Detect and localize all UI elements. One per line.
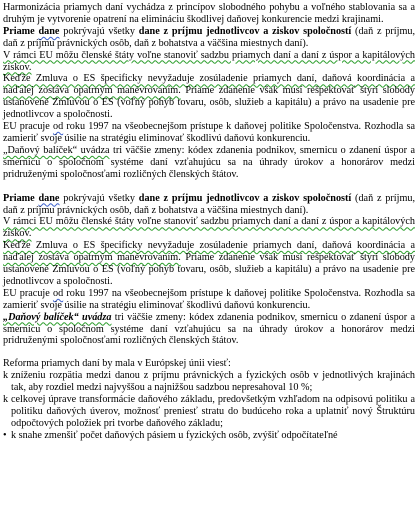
list-item bbox=[3, 370, 415, 394]
list-item bbox=[3, 394, 415, 430]
intro-paragraph: Harmonizácia priamych daní vychádza z princípov slobodného pohybu a voľného stablovania sa a druhým je vytvorenie opatrení na elimináciu škodlivej daňovej konkurencie medzi krajinami. bbox=[3, 2, 415, 25]
squiggle-text: Keďže Zmluva o ES špecificky nevyžaduje zosúladenie priamych daní, daňová koordinácia a naďalej zostáva opatrným manévrovaním. bbox=[3, 73, 415, 97]
text-run: tri väčšie zmeny: kódex zdanenia podnikov, smernicu o zdanení úspor a smernicu o spoločnom systéme daní vzťahujúcu sa na úhrady úrokov a honorárov medzi pridruženými spoločnosťami rozličných členských štátov. bbox=[3, 144, 415, 180]
list-item-text: k snahe zmenšiť počet daňových pásiem u fyzických osôb, zvýšiť odpočítateľné bbox=[11, 429, 338, 441]
list-marker: k bbox=[3, 370, 9, 382]
eu-rates-paragraph bbox=[3, 50, 415, 74]
text-block-1 bbox=[3, 26, 415, 181]
text-run: Priame zdanenie však musí rešpektovať štyri slobody ustanovené Zmluvou o ES (voľný pohyb tovaru, osôb, služieb a kapitálu) a právo na usadenie pre jednotlivcov a spoločnosti. bbox=[3, 252, 415, 287]
text-run: Priame bbox=[3, 25, 39, 37]
text-run: od bbox=[52, 287, 64, 299]
text-run: dane bbox=[38, 192, 60, 204]
eu-approach-paragraph bbox=[3, 121, 415, 145]
text-run: roku 1997 na všeobecnejšom prístupe k daňovej politike Spoločenstva. Rozhodla sa zamieriť svoje úsilie na stratégiu eliminovať škodlivú daňovú konkurenciu. bbox=[3, 121, 415, 144]
squiggle-text: V rámci EU môžu členské štáty voľne stanoviť sadzbu priamych daní a daní z úspor a kapitálových ziskov. bbox=[3, 49, 415, 73]
text-run: pokrývajú všetky bbox=[59, 25, 139, 37]
reform-intro: Reforma priamych daní by mala v Európskej únii viesť: bbox=[3, 358, 231, 370]
list-marker: k bbox=[3, 394, 9, 406]
reform-section bbox=[3, 358, 415, 441]
eu-rates-paragraph bbox=[3, 216, 415, 240]
text-run: (daň z príjmu, daň z príjmu právnických osôb, daň z bohatstva a väčšina miestnych daní). bbox=[3, 192, 416, 216]
squiggle-text: Keďže Zmluva o ES špecificky nevyžaduje zosúladenie priamych daní, daňová koordinácia a naďalej zostáva opatrným manévrovaním. bbox=[3, 240, 415, 264]
squiggle-text: V rámci EU môžu členské štáty voľne stanoviť sadzbu priamych daní a daní z úspor a kapitálových ziskov. bbox=[3, 216, 415, 240]
text-run: (daň z príjmu, daň z príjmu právnických osôb, daň z bohatstva a väčšina miestnych daní). bbox=[3, 25, 416, 49]
squiggle-text: „Daňový balíček“ uvádza bbox=[3, 311, 112, 323]
text-run: EU pracuje bbox=[3, 287, 53, 299]
list-item-text: zníženiu rozpätia medzi danou z príjmu právnických a fyzických osôb v jednotlivých krajinách tak, aby rozdiel medzi najvyššou a najnižšou sadzbou nepresahoval 10 %; bbox=[11, 370, 415, 394]
text-run: Priame bbox=[3, 192, 39, 204]
tax-package-paragraph bbox=[3, 145, 415, 181]
text-run: od bbox=[52, 121, 64, 133]
text-run: Priame zdanenie však musí rešpektovať štyri slobody ustanovené Zmluvou o ES (voľný pohyb tovaru, osôb, služieb a kapitálu) a právo na usadenie pre jednotlivcov a spoločnosti. bbox=[3, 85, 415, 121]
direct-taxes-paragraph bbox=[3, 26, 415, 50]
text-run: EU pracuje bbox=[3, 121, 53, 133]
blank-line bbox=[3, 181, 415, 193]
direct-taxes-paragraph bbox=[3, 193, 415, 217]
squiggle-text: „Daňový balíček“ uvádza bbox=[3, 144, 110, 156]
text-run: roku 1997 na všeobecnejšom prístupe k daňovej politike Spoločenstva. Rozhodla sa zamieriť svoje úsilie na stratégiu eliminovať škodlivú daňovú konkurenciu. bbox=[3, 287, 415, 311]
eu-approach-paragraph bbox=[3, 288, 415, 312]
document-page bbox=[3, 2, 415, 442]
list-marker: • bbox=[3, 429, 7, 441]
treaty-paragraph bbox=[3, 240, 415, 288]
bold-phrase: dane z príjmu jednotlivcov a ziskov spoločností bbox=[138, 192, 352, 204]
treaty-paragraph bbox=[3, 73, 415, 121]
list-item bbox=[3, 430, 415, 442]
text-run: dane bbox=[38, 25, 60, 37]
text-run: pokrývajú všetky bbox=[59, 192, 139, 204]
bold-phrase: dane z príjmu jednotlivcov a ziskov spoločností bbox=[138, 25, 352, 37]
tax-package-paragraph bbox=[3, 312, 415, 348]
blank-line bbox=[3, 347, 415, 358]
text-run: tri väčšie zmeny: kódex zdanenia podnikov, smernicu o zdanení úspor a smernicu o spoločnom systéme daní vzťahujúcu sa na úhrady úrokov a honorárov medzi pridruženými spoločnosťami rozličných členských štátov. bbox=[3, 311, 415, 347]
text-block-2 bbox=[3, 193, 415, 348]
list-item-text: celkovej úprave transformácie daňového základu, predovšetkým vzhľadom na odpisovú politiku a politiku daňových úverov, možnosť preniesť stratu do budúceho roka a uplatniť nový Štruktúru odpočtových položiek pri tvorbe daňového základu; bbox=[11, 394, 415, 429]
